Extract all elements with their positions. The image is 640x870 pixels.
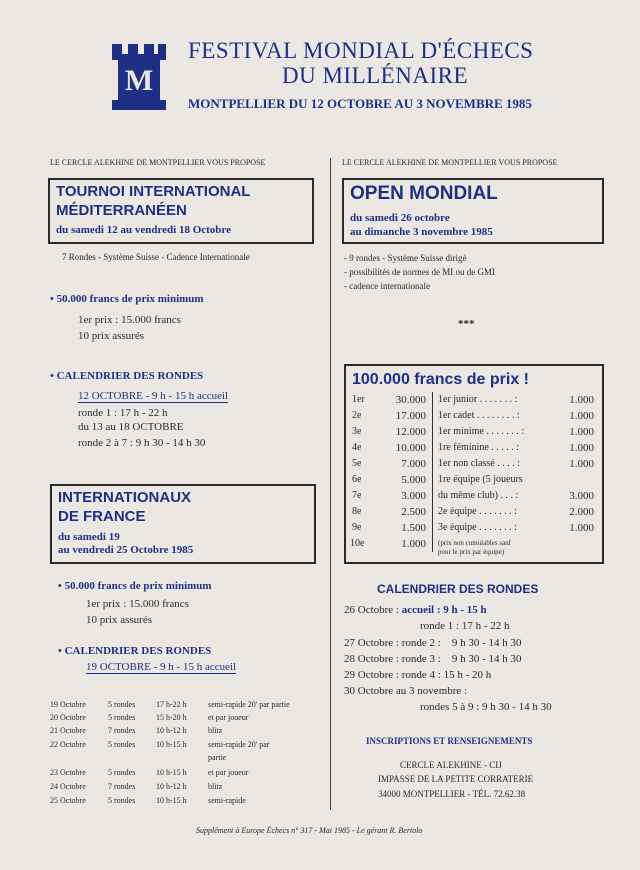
special-prize-amount: 1.000 bbox=[569, 410, 594, 422]
special-prize-label: 1er cadet . . . . . . . . : bbox=[438, 410, 520, 421]
t2-prize-line2: 10 prix assurés bbox=[86, 614, 152, 626]
inscriptions-heading: INSCRIPTIONS ET RENSEIGNEMENTS bbox=[366, 736, 533, 746]
special-prize-amount: 3.000 bbox=[569, 490, 594, 502]
t1-cal-line3: du 13 au 18 OCTOBRE bbox=[78, 421, 184, 433]
footer-text: Supplément à Europe Échecs n° 317 - Mai 1985 - Le gérant R. Bertolo bbox=[196, 826, 423, 835]
schedule-rondes: 5 rondes bbox=[108, 713, 136, 722]
right-cal-line1a: 26 Octobre : bbox=[344, 604, 402, 616]
t2-title2: DE FRANCE bbox=[58, 508, 146, 525]
t1-prize-line1: 1er prix : 15.000 francs bbox=[78, 314, 181, 326]
special-prize-amount: 1.000 bbox=[569, 522, 594, 534]
stars: *** bbox=[458, 318, 475, 330]
special-prize-label: du même club) . . . : bbox=[438, 490, 519, 501]
right-cal-line3: 27 Octobre : ronde 2 : 9 h 30 - 14 h 30 bbox=[344, 637, 522, 649]
special-prize-label: 1er junior . . . . . . . : bbox=[438, 394, 518, 405]
prize-rank: 1er bbox=[352, 394, 365, 405]
right-cal-line5: 29 Octobre : ronde 4 : 15 h - 20 h bbox=[344, 669, 492, 681]
schedule-date: 22 Octobre bbox=[50, 740, 86, 749]
right-cal-line1 bbox=[344, 604, 487, 616]
schedule-rondes: 5 rondes bbox=[108, 740, 136, 749]
schedule-note: blitz bbox=[208, 782, 223, 791]
prize-rank: 5e bbox=[352, 458, 362, 469]
header-subtitle: MONTPELLIER DU 12 OCTOBRE AU 3 NOVEMBRE 1985 bbox=[188, 96, 532, 111]
left-propose: LE CERCLE ALEKHINE DE MONTPELLIER VOUS PROPOSE bbox=[50, 158, 266, 167]
prize-amount: 30.000 bbox=[395, 394, 426, 406]
prize-rank: 9e bbox=[352, 522, 362, 533]
prize-amount: 17.000 bbox=[395, 410, 426, 422]
prizes-right-list bbox=[438, 394, 596, 560]
schedule-note: blitz bbox=[208, 726, 223, 735]
schedule-hours: 10 h-15 h bbox=[156, 796, 187, 805]
logo-letter: M bbox=[124, 64, 154, 97]
open-dates1: du samedi 26 octobre bbox=[350, 212, 450, 224]
schedule-note: semi-rapide 20' par partie bbox=[208, 700, 290, 709]
inscriptions-line3: 34000 MONTPELLIER - TÉL. 72.62.38 bbox=[378, 789, 526, 799]
t1-cal-line2: ronde 1 : 17 h - 22 h bbox=[78, 407, 168, 419]
right-cal-line2: ronde 1 : 17 h - 22 h bbox=[420, 620, 510, 632]
open-title: OPEN MONDIAL bbox=[350, 183, 498, 204]
right-cal-line4: 28 Octobre : ronde 3 : 9 h 30 - 14 h 30 bbox=[344, 653, 522, 665]
schedule-date: 19 Octobre bbox=[50, 700, 86, 709]
schedule-note: et par joueur bbox=[208, 713, 249, 722]
prizes-divider bbox=[432, 392, 433, 552]
schedule-hours: 15 h-20 h bbox=[156, 713, 187, 722]
prize-amount: 2.500 bbox=[401, 506, 426, 518]
schedule-hours: 10 h-15 h bbox=[156, 740, 187, 749]
prize-rank: 8e bbox=[352, 506, 362, 517]
prize-rank: 7e bbox=[352, 490, 362, 501]
column-divider bbox=[330, 158, 331, 810]
t1-cal-heading: • CALENDRIER DES RONDES bbox=[50, 370, 204, 382]
schedule-rondes: 5 rondes bbox=[108, 700, 136, 709]
prizes-note2: pour le prix par équipe) bbox=[438, 548, 505, 556]
prizes-note1: (prix non cumulables sauf bbox=[438, 539, 511, 547]
special-prize-amount: 1.000 bbox=[569, 426, 594, 438]
prize-rank: 10e bbox=[350, 538, 365, 549]
special-prize-label: 1er non classé . . . . : bbox=[438, 458, 520, 469]
t1-cal-line1-text: 12 OCTOBRE - 9 h - 15 h accueil bbox=[78, 390, 229, 402]
schedule-rondes: 5 rondes bbox=[108, 796, 136, 805]
t2-schedule bbox=[50, 700, 325, 810]
special-prize-amount: 2.000 bbox=[569, 506, 594, 518]
prize-amount: 1.000 bbox=[401, 538, 426, 550]
t2-cal-line1 bbox=[86, 661, 236, 674]
t2-prize-line1: 1er prix : 15.000 francs bbox=[86, 598, 189, 610]
right-cal-line6: 30 Octobre au 3 novembre : bbox=[344, 685, 468, 697]
t1-prize-heading: • 50.000 francs de prix minimum bbox=[50, 293, 204, 305]
prizes-left-list bbox=[350, 394, 430, 554]
schedule-note: semi-rapide 20' par bbox=[208, 740, 270, 749]
schedule-note: et par joueur bbox=[208, 768, 249, 777]
prize-amount: 1.500 bbox=[401, 522, 426, 534]
prize-rank: 3e bbox=[352, 426, 362, 437]
schedule-date: 25 Octobre bbox=[50, 796, 86, 805]
t1-format: 7 Rondes - Système Suisse - Cadence Internationale bbox=[62, 252, 250, 262]
special-prize-label: 1re féminine . . . . . : bbox=[438, 442, 520, 453]
prize-rank: 4e bbox=[352, 442, 362, 453]
schedule-date: 20 Octobre bbox=[50, 713, 86, 722]
right-cal-heading: CALENDRIER DES RONDES bbox=[377, 582, 539, 596]
t2-dates1: du samedi 19 bbox=[58, 531, 120, 543]
schedule-date: 23 Octobre bbox=[50, 768, 86, 777]
t2-cal-heading: • CALENDRIER DES RONDES bbox=[58, 645, 212, 657]
schedule-hours: 17 h-22 h bbox=[156, 700, 187, 709]
special-prize-label: 1er minime . . . . . . . : bbox=[438, 426, 525, 437]
open-dates2: au dimanche 3 novembre 1985 bbox=[350, 226, 493, 238]
schedule-note: semi-rapide bbox=[208, 796, 246, 805]
logo bbox=[110, 42, 168, 112]
special-prize-amount: 1.000 bbox=[569, 442, 594, 454]
special-prize-label: 1re équipe (5 joueurs bbox=[438, 474, 523, 485]
right-cal-line7: rondes 5 à 9 : 9 h 30 - 14 h 30 bbox=[420, 701, 552, 713]
header-title-line1: FESTIVAL MONDIAL D'ÉCHECS bbox=[188, 38, 534, 63]
t1-prize-line2: 10 prix assurés bbox=[78, 330, 144, 342]
prize-amount: 5.000 bbox=[401, 474, 426, 486]
t1-title2: MÉDITERRANÉEN bbox=[56, 202, 187, 219]
t2-dates2: au vendredi 25 Octobre 1985 bbox=[58, 544, 194, 556]
t1-dates: du samedi 12 au vendredi 18 Octobre bbox=[56, 224, 231, 236]
prize-rank: 2e bbox=[352, 410, 362, 421]
inscriptions-line1: CERCLE ALEKHINE - CIJ bbox=[400, 760, 502, 770]
right-propose: LE CERCLE ALEKHINE DE MONTPELLIER VOUS PROPOSE bbox=[342, 158, 558, 167]
prize-amount: 12.000 bbox=[395, 426, 426, 438]
t2-prize-heading: • 50.000 francs de prix minimum bbox=[58, 580, 212, 592]
t1-cal-line4: ronde 2 à 7 : 9 h 30 - 14 h 30 bbox=[78, 437, 206, 449]
prize-amount: 3.000 bbox=[401, 490, 426, 502]
header-title-line2: DU MILLÉNAIRE bbox=[282, 63, 468, 88]
schedule-rondes: 5 rondes bbox=[108, 768, 136, 777]
prize-amount: 10.000 bbox=[395, 442, 426, 454]
special-prize-amount: 1.000 bbox=[569, 394, 594, 406]
schedule-date: 21 Octobre bbox=[50, 726, 86, 735]
schedule-note: partie bbox=[208, 753, 227, 762]
t2-cal-line1-text: 19 OCTOBRE - 9 h - 15 h accueil bbox=[86, 661, 237, 673]
open-bullet1: - 9 rondes - Système Suisse dirigé bbox=[344, 253, 467, 263]
prize-rank: 6e bbox=[352, 474, 362, 485]
schedule-hours: 10 h-15 h bbox=[156, 768, 187, 777]
special-prize-label: 3e équipe . . . . . . . : bbox=[438, 522, 517, 533]
schedule-hours: 10 h-12 h bbox=[156, 726, 187, 735]
schedule-rondes: 7 rondes bbox=[108, 726, 136, 735]
prizes-title: 100.000 francs de prix ! bbox=[352, 371, 529, 388]
open-bullet2: - possibilités de normes de MI ou de GMI bbox=[344, 267, 495, 277]
prize-amount: 7.000 bbox=[401, 458, 426, 470]
t1-cal-line1 bbox=[78, 390, 228, 403]
t2-title1: INTERNATIONAUX bbox=[58, 489, 192, 506]
right-cal-line1b: accueil : 9 h - 15 h bbox=[401, 604, 487, 616]
schedule-date: 24 Octobre bbox=[50, 782, 86, 791]
inscriptions-line2: IMPASSE DE LA PETITE CORRATERIE bbox=[378, 774, 534, 784]
open-bullet3: - cadence internationale bbox=[344, 281, 430, 291]
special-prize-label: 2e équipe . . . . . . . : bbox=[438, 506, 517, 517]
schedule-rondes: 7 rondes bbox=[108, 782, 136, 791]
t1-title1: TOURNOI INTERNATIONAL bbox=[56, 183, 251, 200]
special-prize-amount: 1.000 bbox=[569, 458, 594, 470]
schedule-hours: 10 h-12 h bbox=[156, 782, 187, 791]
